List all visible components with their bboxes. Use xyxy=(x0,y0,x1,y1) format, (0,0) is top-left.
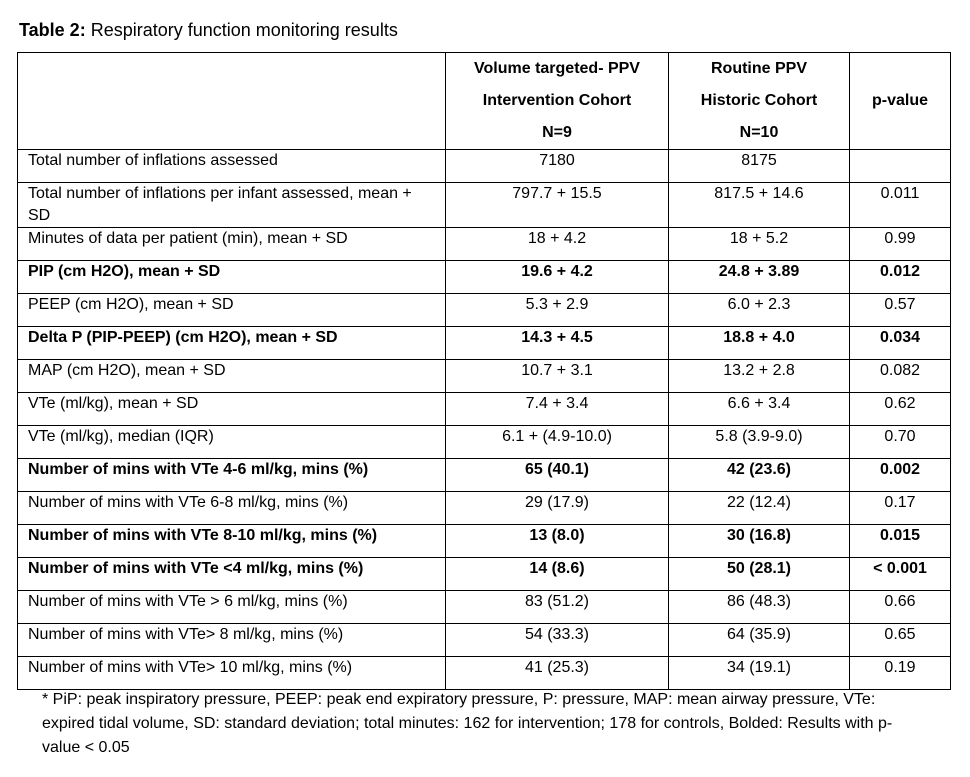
table-row xyxy=(18,492,951,525)
row-historic-value: 6.6 + 3.4 xyxy=(669,393,850,426)
row-historic-value: 64 (35.9) xyxy=(669,624,850,657)
table-row xyxy=(18,360,951,393)
results-table xyxy=(17,52,951,690)
table-caption xyxy=(19,19,398,41)
row-historic-value: 24.8 + 3.89 xyxy=(669,261,850,294)
row-p-value xyxy=(850,150,951,183)
header-intervention-line-1: Volume targeted- PPV xyxy=(474,60,640,77)
row-intervention-value: 65 (40.1) xyxy=(446,459,669,492)
row-intervention-value: 14 (8.6) xyxy=(446,558,669,591)
table-row xyxy=(18,525,951,558)
table-row xyxy=(18,591,951,624)
row-label: Number of mins with VTe> 8 ml/kg, mins (%) xyxy=(18,624,446,657)
row-p-value: 0.65 xyxy=(850,624,951,657)
row-p-value: 0.002 xyxy=(850,459,951,492)
row-p-value: 0.99 xyxy=(850,228,951,261)
row-label: Number of mins with VTe 8-10 ml/kg, mins (%) xyxy=(18,525,446,558)
table-footnote: * PiP: peak inspiratory pressure, PEEP: peak end expiratory pressure, P: pressure, MAP: mean airway pressure, VTe: expired tidal volume, SD: standard deviation; total minutes: 162 for intervention; 178 for controls, Bolded: Results with p-value < 0.05 xyxy=(42,691,893,756)
row-label: PEEP (cm H2O), mean + SD xyxy=(18,294,446,327)
row-intervention-value: 18 + 4.2 xyxy=(446,228,669,261)
row-historic-value: 13.2 + 2.8 xyxy=(669,360,850,393)
table-row xyxy=(18,294,951,327)
row-intervention-value: 5.3 + 2.9 xyxy=(446,294,669,327)
header-p-value xyxy=(850,53,951,150)
row-historic-value: 22 (12.4) xyxy=(669,492,850,525)
row-p-value: 0.034 xyxy=(850,327,951,360)
row-intervention-value: 6.1 + (4.9-10.0) xyxy=(446,426,669,459)
table-row xyxy=(18,558,951,591)
row-intervention-value: 797.7 + 15.5 xyxy=(446,183,669,228)
row-label: MAP (cm H2O), mean + SD xyxy=(18,360,446,393)
row-label: PIP (cm H2O), mean + SD xyxy=(18,261,446,294)
row-label: Minutes of data per patient (min), mean + SD xyxy=(18,228,446,261)
table-row xyxy=(18,150,951,183)
row-p-value: 0.70 xyxy=(850,426,951,459)
header-intervention-cohort xyxy=(446,53,669,150)
row-historic-value: 30 (16.8) xyxy=(669,525,850,558)
row-p-value: 0.012 xyxy=(850,261,951,294)
row-label: Total number of inflations per infant assessed, mean + SD xyxy=(18,183,446,228)
row-label: Number of mins with VTe > 6 ml/kg, mins (%) xyxy=(18,591,446,624)
row-p-value: 0.17 xyxy=(850,492,951,525)
table-row xyxy=(18,426,951,459)
row-historic-value: 42 (23.6) xyxy=(669,459,850,492)
table-row xyxy=(18,657,951,690)
row-p-value: < 0.001 xyxy=(850,558,951,591)
row-historic-value: 5.8 (3.9-9.0) xyxy=(669,426,850,459)
row-historic-value: 8175 xyxy=(669,150,850,183)
row-historic-value: 86 (48.3) xyxy=(669,591,850,624)
header-historic-line-1: Routine PPV xyxy=(710,60,807,77)
row-intervention-value: 7.4 + 3.4 xyxy=(446,393,669,426)
table-caption-label: Table 2: xyxy=(19,20,86,40)
row-historic-value: 34 (19.1) xyxy=(669,657,850,690)
row-historic-value: 18 + 5.2 xyxy=(669,228,850,261)
table-row xyxy=(18,228,951,261)
row-intervention-value: 13 (8.0) xyxy=(446,525,669,558)
row-intervention-value: 19.6 + 4.2 xyxy=(446,261,669,294)
row-p-value: 0.66 xyxy=(850,591,951,624)
row-p-value: 0.62 xyxy=(850,393,951,426)
header-empty-cell xyxy=(18,53,446,150)
header-p-value-label: p-value xyxy=(871,92,928,109)
header-intervention-line-2: Intervention Cohort xyxy=(482,92,632,109)
row-p-value: 0.082 xyxy=(850,360,951,393)
row-intervention-value: 41 (25.3) xyxy=(446,657,669,690)
row-intervention-value: 14.3 + 4.5 xyxy=(446,327,669,360)
row-p-value: 0.011 xyxy=(850,183,951,228)
header-historic-cohort xyxy=(669,53,850,150)
table-row xyxy=(18,459,951,492)
row-intervention-value: 83 (51.2) xyxy=(446,591,669,624)
row-intervention-value: 29 (17.9) xyxy=(446,492,669,525)
table-caption-text: Respiratory function monitoring results xyxy=(85,20,398,40)
table-header-row xyxy=(18,53,951,150)
row-p-value: 0.19 xyxy=(850,657,951,690)
table-row xyxy=(18,624,951,657)
row-label: Total number of inflations assessed xyxy=(18,150,446,183)
table-row xyxy=(18,327,951,360)
table-row xyxy=(18,183,951,228)
row-historic-value: 6.0 + 2.3 xyxy=(669,294,850,327)
row-p-value: 0.015 xyxy=(850,525,951,558)
row-label: Number of mins with VTe> 10 ml/kg, mins (%) xyxy=(18,657,446,690)
row-historic-value: 50 (28.1) xyxy=(669,558,850,591)
row-label: VTe (ml/kg), mean + SD xyxy=(18,393,446,426)
header-intervention-line-3: N=9 xyxy=(542,124,572,141)
row-historic-value: 817.5 + 14.6 xyxy=(669,183,850,228)
row-label: Number of mins with VTe 4-6 ml/kg, mins (%) xyxy=(18,459,446,492)
row-intervention-value: 10.7 + 3.1 xyxy=(446,360,669,393)
header-historic-line-3: N=10 xyxy=(739,124,779,141)
row-label: VTe (ml/kg), median (IQR) xyxy=(18,426,446,459)
row-label: Delta P (PIP-PEEP) (cm H2O), mean + SD xyxy=(18,327,446,360)
row-intervention-value: 7180 xyxy=(446,150,669,183)
row-p-value: 0.57 xyxy=(850,294,951,327)
row-label: Number of mins with VTe <4 ml/kg, mins (%) xyxy=(18,558,446,591)
row-label: Number of mins with VTe 6-8 ml/kg, mins (%) xyxy=(18,492,446,525)
row-historic-value: 18.8 + 4.0 xyxy=(669,327,850,360)
table-row xyxy=(18,393,951,426)
row-intervention-value: 54 (33.3) xyxy=(446,624,669,657)
header-historic-line-2: Historic Cohort xyxy=(700,92,818,109)
table-row xyxy=(18,261,951,294)
